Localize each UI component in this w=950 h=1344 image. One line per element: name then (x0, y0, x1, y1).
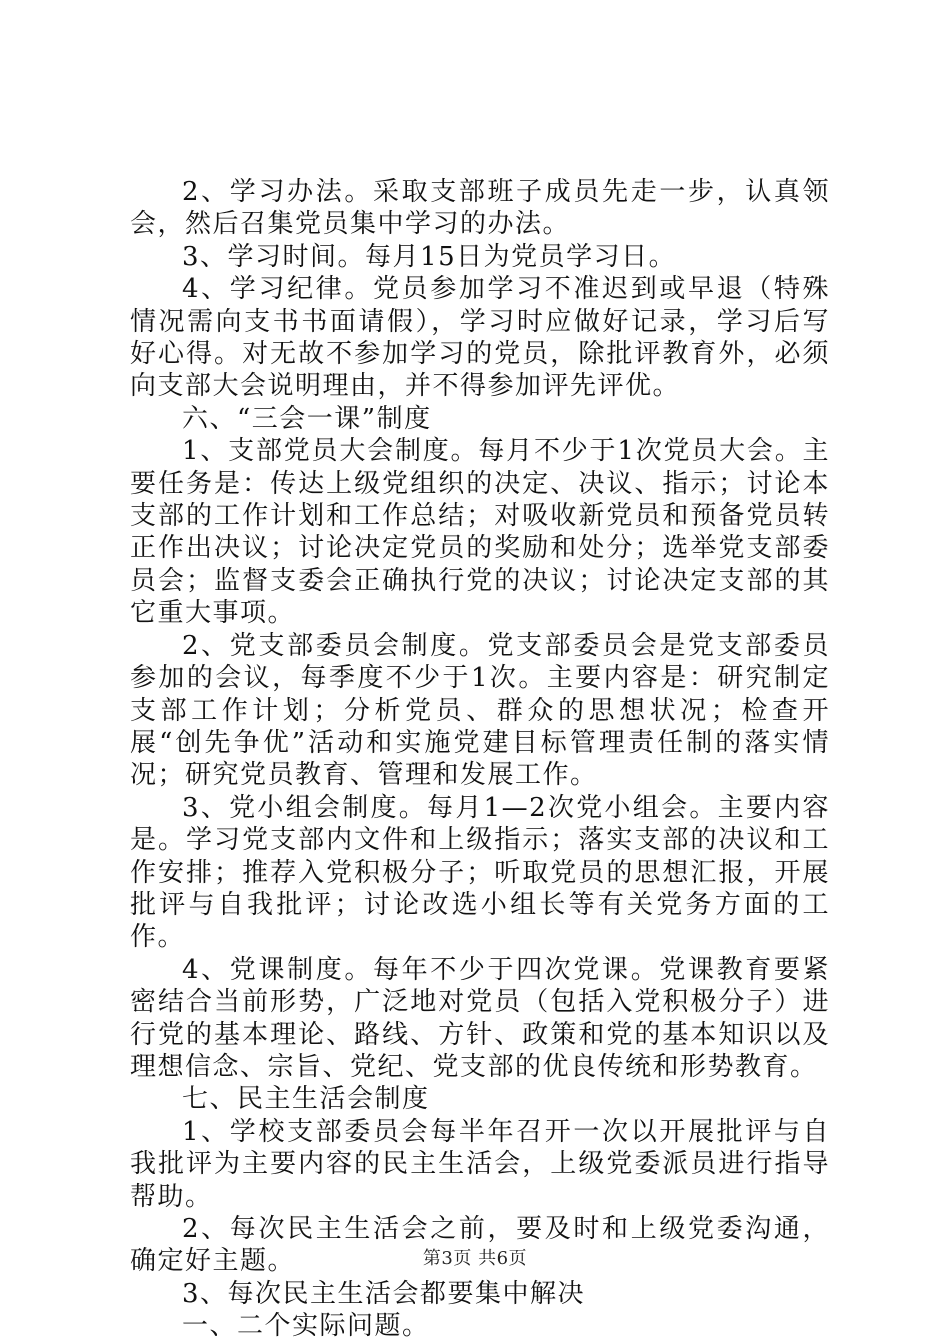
paragraph-democratic-2: 2、每次民主生活会之前，要及时和上级党委沟通，确定好主题。 (130, 1214, 830, 1277)
paragraph-democratic-1: 1、学校支部委员会每半年召开一次以开展批评与自我批评为主要内容的民主生活会，上级党委派员进行指导帮助。 (130, 1116, 830, 1212)
paragraph-committee-meeting: 2、党支部委员会制度。党支部委员会是党支部委员参加的会议，每季度不少于1次。主要内容是：研究制定支部工作计划；分析党员、群众的思想状况；检查开展“创先争优”活动和实施党建目标管理责任制的落实情况；研究党员教育、管理和发展工作。 (130, 630, 830, 791)
section-heading-democratic-life: 七、民主生活会制度 (182, 1084, 430, 1115)
paragraph-group-meeting: 3、党小组会制度。每月1—2次党小组会。主要内容是。学习党支部内文件和上级指示；落实支部的决议和工作安排；推荐入党积极分子；听取党员的思想汇报，开展批评与自我批评；讨论改选小组长等有关党务方面的工作。 (130, 792, 830, 953)
section-heading-three-meetings: 六、“三会一课”制度 (182, 403, 432, 434)
paragraph-democratic-3: 3、每次民主生活会都要集中解决 (182, 1278, 586, 1309)
page-footer: 第3页 共6页 (422, 1248, 528, 1269)
paragraph-democratic-3-cont: 一、二个实际问题。 (182, 1311, 430, 1342)
paragraph-study-time: 3、学习时间。每月15日为党员学习日。 (182, 241, 677, 272)
paragraph-study-method: 2、学习办法。采取支部班子成员先走一步，认真领会，然后召集党员集中学习的办法。 (130, 177, 830, 240)
paragraph-party-lecture: 4、党课制度。每年不少于四次党课。党课教育要紧密结合当前形势，广泛地对党员（包括入党积极分子）进行党的基本理论、路线、方针、政策和党的基本知识以及理想信念、宗旨、党纪、党支部的优良传统和形势教育。 (130, 954, 830, 1082)
document-body (130, 176, 830, 1343)
paragraph-study-discipline: 4、学习纪律。党员参加学习不准迟到或早退（特殊情况需向支书书面请假），学习时应做好记录，学习后写好心得。对无故不参加学习的党员，除批评教育外，必须向支部大会说明理由，并不得参加评先评优。 (130, 274, 830, 402)
paragraph-member-meeting: 1、支部党员大会制度。每月不少于1次党员大会。主要任务是：传达上级党组织的决定、决议、指示；讨论本支部的工作计划和工作总结；对吸收新党员和预备党员转正作出决议；讨论决定党员的奖励和处分；选举党支部委员会；监督支委会正确执行党的决议；讨论决定支部的其它重大事项。 (130, 436, 830, 629)
